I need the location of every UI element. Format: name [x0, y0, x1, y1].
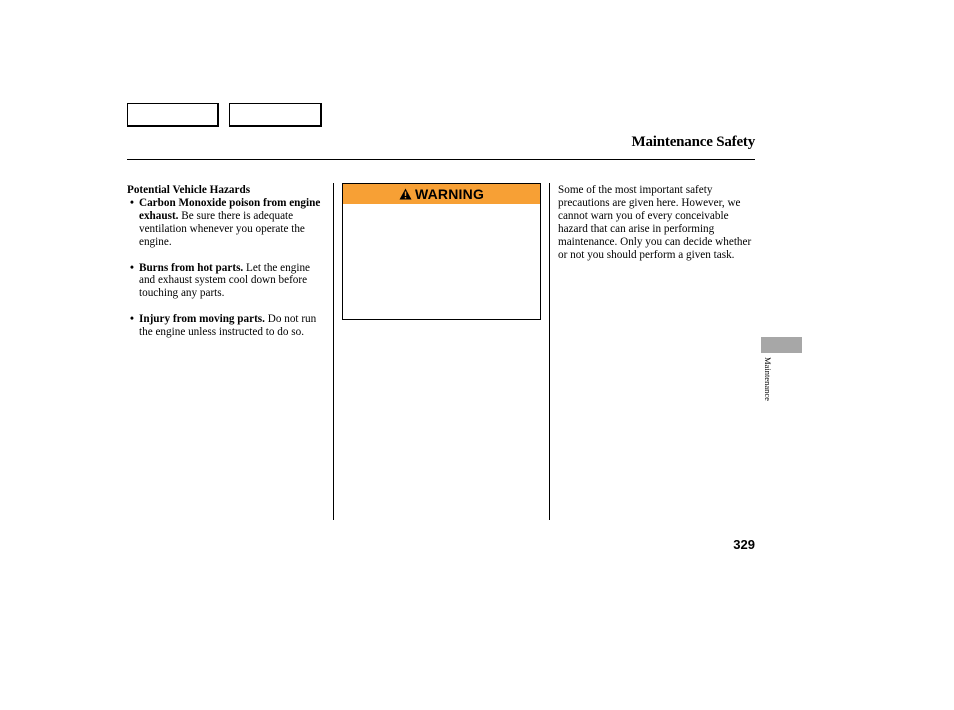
- nav-button-2[interactable]: [229, 103, 322, 127]
- bullet-text: Do not run the engine unless instructed to do so.: [139, 313, 317, 339]
- bullet-text: Let the engine and exhaust system cool down before touching any parts.: [139, 261, 311, 300]
- list-item: [127, 262, 327, 301]
- bullet-dot: •: [130, 196, 134, 209]
- section-tab-label: Maintenance: [763, 357, 773, 401]
- warning-box: [342, 183, 541, 320]
- safety-intro-text: Some of the most important safety precautions are given here. However, we cannot warn you of every conceivable hazard that can arise in performing maintenance. Only you can decide whether or not you should perform a given task.: [558, 184, 752, 261]
- warning-header: [343, 184, 540, 204]
- page-title: Maintenance Safety: [631, 134, 755, 150]
- list-item: [127, 197, 327, 249]
- warning-triangle-icon: [399, 188, 412, 200]
- bullet-bold-text: Burns from hot parts.: [139, 261, 244, 274]
- list-item: [127, 313, 327, 339]
- page-number: 329: [733, 537, 755, 552]
- nav-button-1[interactable]: [127, 103, 219, 127]
- bullet-dot: •: [130, 313, 134, 326]
- bullet-bold-text: Carbon Monoxide poison from engine exhaust.: [139, 196, 321, 222]
- column-divider-2: [549, 183, 550, 520]
- hazards-column: [127, 184, 327, 352]
- section-tab[interactable]: [761, 337, 802, 353]
- warning-label: WARNING: [414, 186, 485, 202]
- bullet-text: Be sure there is adequate ventilation whenever you operate the engine.: [139, 209, 305, 248]
- column-divider-1: [333, 183, 334, 520]
- section-heading: Potential Vehicle Hazards: [127, 184, 251, 196]
- bullet-dot: •: [130, 261, 134, 274]
- title-divider: [127, 159, 755, 160]
- bullet-bold-text: Injury from moving parts.: [139, 313, 265, 326]
